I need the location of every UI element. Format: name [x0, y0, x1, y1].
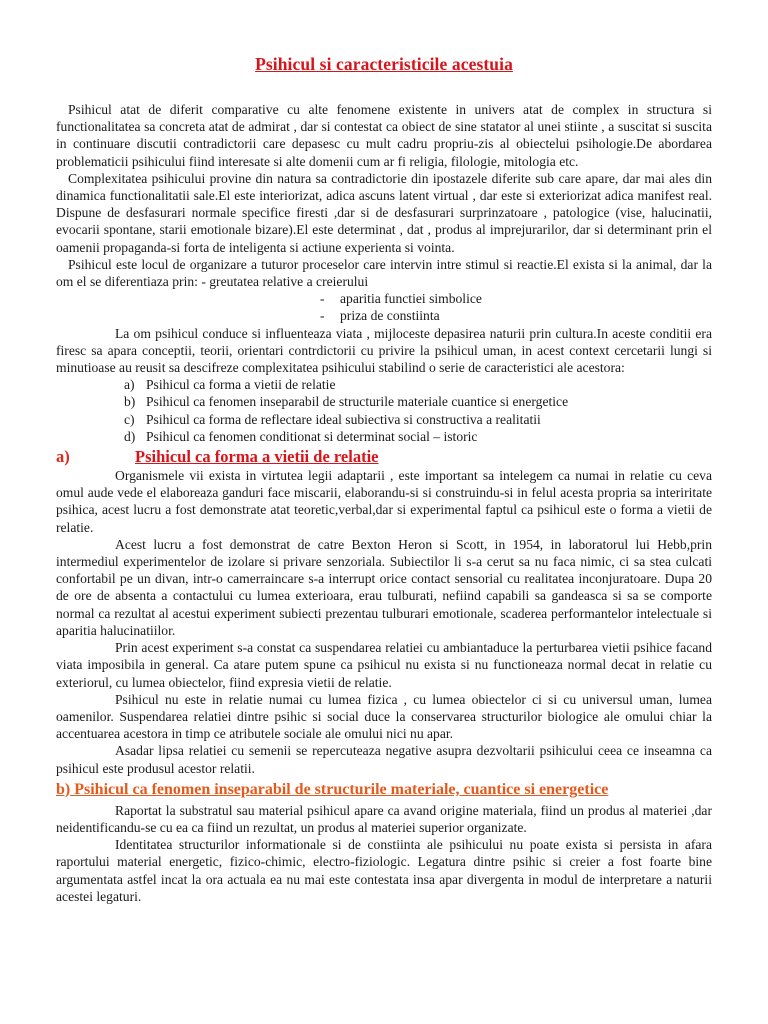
- document-title: Psihicul si caracteristicile acestuia: [255, 54, 513, 74]
- paragraph-identity: Identitatea structurilor informationale si de constiinta ale psihicului nu poate exista si persista in afara raportului material energetic, fizico-chimic, electro-fiziologic. Legatura dintre psihic si creier a fost foarte bine argumentata astfel incat la ora actuala ea nu mai este contestata insa apar divergenta in modul de interpretare a naturii acestei legaturi.: [56, 837, 712, 904]
- paragraph-social: Psihicul nu este in relatie numai cu lumea fizica , cu lumea obiectelor ci si cu universul uman, lumea oamenilor. Suspendarea relatiei dintre psihic si social duce la conservarea structurilor biologice ale omului chiar la accentuarea acestora in timp ce atributele sociale ale omului nici nu apar.: [56, 691, 712, 742]
- paragraph-material: Raportat la substratul sau material psihicul apare ca avand origine materiala, fiind un produs al materiei ,dar neidentificandu-se cu ea ca fiind un rezultat, un produs al materiei superior organizate.: [56, 802, 712, 835]
- list-item: d) Psihicul ca fenomen conditionat si determinat social – istoric: [124, 428, 478, 444]
- paragraph-conclusion: Prin acest experiment s-a constat ca suspendarea relatiei cu ambiantaduce la perturbarea vietii psihice facand viata imposibila in general. Ca atare putem spune ca psihicul nu exista si nu functioneaza normal decat in relatie cu exteriorul, cu lumea obiectelor, fiind expresia vietii de relatie.: [56, 640, 712, 690]
- list-item: - aparitia functiei simbolice: [320, 291, 482, 307]
- list-item: c) Psihicul ca forma de reflectare ideal subiectiva si constructiva a realitatii: [124, 411, 541, 427]
- differentiation-list: [56, 290, 712, 324]
- paragraph-organization: Psihicul este locul de organizare a tuturor proceselor care intervin intre stimul si reactie.El exista si la animal, dar la om el se diferentiaza prin: - greutatea relative a creierului: [56, 256, 712, 290]
- paragraph-culture: La om psihicul conduce si influenteaza viata , mijloceste depasirea naturii prin cultura.In aceste conditii era firesc sa apara conceptii, teorii, orientari contrdictorii cu privire la psihicul uman, in acest context cercetarii lungi si minutioase au reusit sa descifreze complexitatea psihicului stabilind o serie de caracteristici ale acestora:: [56, 325, 712, 376]
- list-item: a) Psihicul ca forma a vietii de relatie: [124, 377, 336, 393]
- list-item: b) Psihicul ca fenomen inseparabil de structurile materiale cuantice si energetice: [124, 394, 569, 410]
- paragraph-adaptation: Organismele vii exista in virtutea legii adaptarii , este important sa intelegem ca numai in relatie cu ceva omul aude vede el elaboreaza ganduri face miscarii, elaborandu-si si construindu-si in felul acesta propria sa interiritate psihica, acest lucru a fost demonstrate atat teoretic,verbal,dar si experimental faptul ca psihicul este o forma a vietii de relatie.: [56, 468, 712, 535]
- paragraph-experiment: Acest lucru a fost demonstrat de catre Bexton Heron si Scott, in 1954, in laboratorul lui Hebb,prin intermediul experimentelor de izolare si privare senzoriala. Subiectilor li s-a cerut sa nu faca nimic, ci sa stea culcati confortabil pe un divan, intr-o camerraincare s-a interrupt orice contact sensorial cu realitatea inconjuratoare. Dupa 20 de ore de absenta a contactului cu lumea exterioara, erau tulburati, nefiind capabili sa gandeasca si sa se comporte normal ca rezultat al acestui experiment subiecti prezentau tulburari emotionale, scaderea performantelor intelectuale si aparitia halucinatiilor.: [56, 536, 712, 638]
- paragraph-intro: Psihicul atat de diferit comparative cu alte fenomene existente in univers atat de complex in structura si functionalitatea sa concreta atat de admirat , dar si contestat ca obiect de sine statator al unei stiinte , a suscitat si suscita in continuare discutii contradictorii care depasesc cu mult cadru propriu-zis al obiectelui psihologie.De abordarea problematicii psihicului fiind interesate si alte domenii cum ar fi religia, filologie, mitologia etc.: [56, 102, 712, 169]
- section-a-heading: a) Psihicul ca forma a vietii de relatie: [56, 447, 379, 467]
- list-item: - priza de constiinta: [320, 308, 440, 324]
- characteristics-list: [56, 376, 712, 445]
- section-b-heading: b) Psihicul ca fenomen inseparabil de structurile materiale, cuantice si energetice: [56, 780, 609, 798]
- paragraph-summary: Asadar lipsa relatiei cu semenii se repercuteaza negative asupra dezvoltarii psihicului ceea ce inseamna ca psihicul este produsul acestor relatii.: [56, 743, 712, 776]
- paragraph-complexity: Complexitatea psihicului provine din natura sa contradictorie din ipostazele diferite sub care apare, dar mai ales din dinamica functionalitatii sale.El este interiorizat, adica ascuns latent virtual , dar este si exteriorizat adica manifest real. Dispune de desfasurari normale specifice firesti ,dar si de desfasurari surprinzatoare , patologice (vise, halucinatii, evocarii spontane, starii emotionale bizare).El este determinat , dat , produs al imprejurarilor, dar si determinant prin el oamenii propaganda-si forta de inteligenta si actiune experienta si vointa.: [56, 170, 712, 255]
